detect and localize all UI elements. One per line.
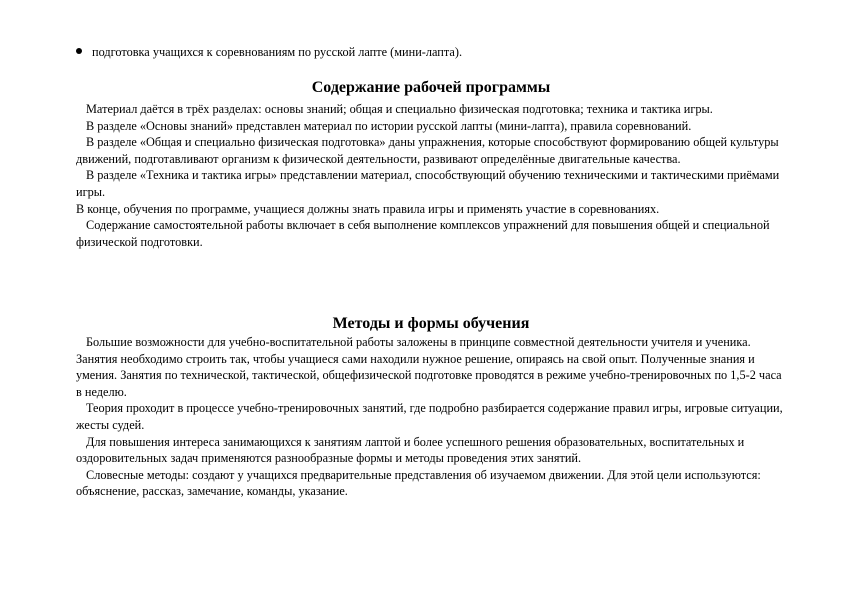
section-body-content — [76, 101, 786, 250]
paragraph: Словесные методы: создают у учащихся предварительные представления об изучаемом движении. Для этой цели используются: объяснение, рассказ, замечание, команды, указание. — [76, 467, 761, 499]
bullet-item — [76, 44, 776, 60]
bullet-icon — [76, 48, 82, 54]
paragraph: Большие возможности для учебно-воспитательной работы заложены в принципе совместной деятельности учителя и ученика. Занятия необходимо строить так, чтобы учащиеся сами находили нужное решение, опираясь на свой опыт. Полученные знания и умения. Занятия по технической, тактической, общефизической подготовке проводятся в режиме учебно-тренировочных по 1,5-2 часа в неделю. — [76, 335, 782, 399]
paragraph: Теория проходит в процессе учебно-тренировочных занятий, где подробно разбирается содержание правил игры, игровые ситуации, жесты судей. — [76, 401, 783, 432]
section-heading-content: Содержание рабочей программы — [311, 79, 551, 96]
section-heading-methods: Методы и формы обучения — [332, 315, 530, 332]
paragraph: В конце, обучения по программе, учащиеся должны знать правила игры и применять участие в соревнованиях. — [76, 201, 660, 216]
bullet-text: подготовка учащихся к соревнованиям по русской лапте (мини-лапта). — [92, 45, 463, 59]
paragraph: В разделе «Техника и тактика игры» представлении материал, способствующий обучению техническими и тактическими приёмами игры. — [76, 168, 780, 199]
paragraph: Содержание самостоятельной работы включает в себя выполнение комплексов упражнений для повышения общей и специальной физической подготовки. — [76, 218, 770, 249]
paragraph: В разделе «Основы знаний» представлен материал по истории русской лапты (мини-лапта), правила соревнований. — [86, 118, 692, 133]
paragraph: В разделе «Общая и специально физическая подготовка» даны упражнения, которые способствуют формированию общей культуры движений, подготавливают организм к физической деятельности, развивают определённые двигательные качества. — [76, 135, 779, 166]
paragraph: Материал даётся в трёх разделах: основы знаний; общая и специально физическая подготовка; техника и тактика игры. — [86, 102, 713, 116]
section-body-methods — [76, 334, 786, 500]
paragraph: Для повышения интереса занимающихся к занятиям лаптой и более успешного решения образовательных, воспитательных и оздоровительных задач применяются разнообразные формы и методы проведения этих занятий. — [76, 434, 745, 466]
